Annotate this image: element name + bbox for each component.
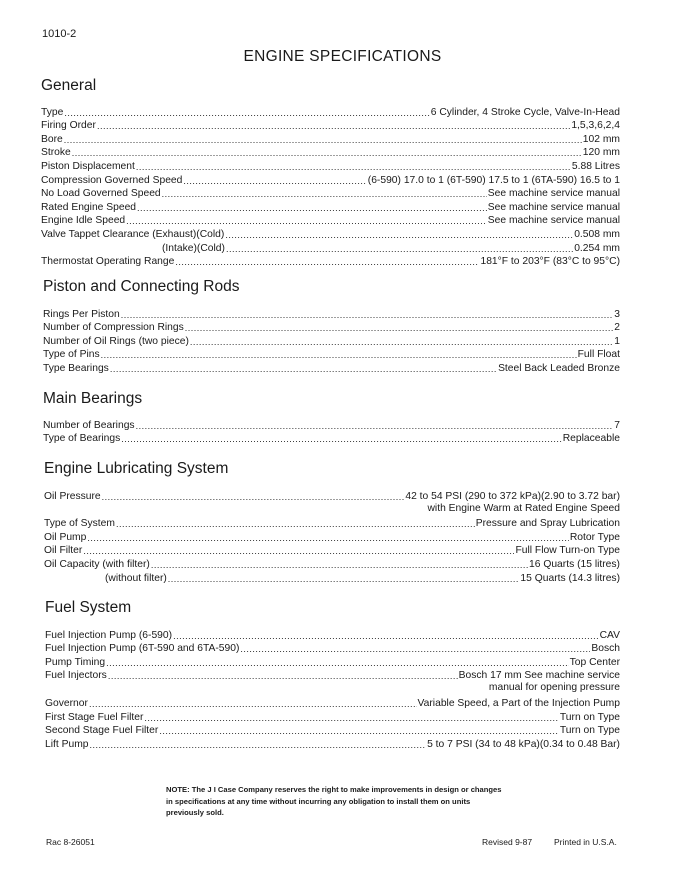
spec-value: 102 mm — [582, 133, 620, 145]
section-heading-general: General — [41, 77, 97, 94]
spec-row — [41, 146, 620, 160]
spec-row — [45, 642, 620, 656]
spec-value: 1 — [614, 335, 620, 347]
spec-value: Bosch 17 mm See machine service — [458, 670, 620, 682]
spec-row — [41, 214, 620, 228]
dot-leader — [144, 712, 558, 724]
spec-value: Bosch — [591, 643, 620, 655]
spec-row — [43, 432, 620, 446]
spec-value: 6 Cylinder, 4 Stroke Cycle, Valve-In-Head — [430, 106, 620, 118]
spec-row — [41, 173, 620, 187]
dot-leader — [136, 161, 571, 173]
section-heading-piston: Piston and Connecting Rods — [43, 278, 240, 295]
dot-leader — [225, 229, 573, 241]
spec-value: Turn on Type — [559, 711, 620, 723]
spec-row — [45, 737, 620, 751]
spec-value: 3 — [614, 308, 620, 320]
spec-row — [41, 227, 620, 241]
spec-label: Oil Capacity (with filter) — [44, 558, 150, 570]
disclaimer-note — [166, 784, 506, 819]
spec-label: First Stage Fuel Filter — [45, 711, 144, 723]
spec-label: No Load Governed Speed — [41, 188, 161, 200]
spec-value: Full Float — [577, 349, 620, 361]
spec-label: Number of Compression Rings — [43, 322, 184, 334]
spec-label: Firing Order — [41, 120, 96, 132]
spec-value: 42 to 54 PSI (290 to 372 kPa)(2.90 to 3.72 bar) — [405, 490, 620, 502]
spec-label: Rated Engine Speed — [41, 201, 137, 213]
spec-row — [45, 710, 620, 724]
spec-label: Engine Idle Speed — [41, 215, 126, 227]
dot-leader — [87, 532, 568, 544]
spec-row — [41, 105, 620, 119]
spec-row — [41, 241, 620, 255]
dot-leader — [226, 243, 573, 255]
dot-leader — [162, 188, 487, 200]
note-text: The J I Case Company reserves the right to make improvements in design or changes in specifications at any time without incurring any obligation to install them on units previously sold. — [166, 785, 502, 818]
spec-value: Pressure and Spray Lubrication — [475, 518, 620, 530]
dot-leader — [72, 147, 582, 159]
spec-value: 181°F to 203°F (83°C to 95°C) — [480, 256, 620, 268]
dot-leader — [190, 336, 613, 348]
spec-label: Fuel Injectors — [45, 670, 107, 682]
spec-value: 16 Quarts (15 litres) — [529, 558, 620, 570]
dot-leader — [121, 433, 561, 445]
spec-value: See machine service manual — [487, 188, 620, 200]
dot-leader — [90, 739, 427, 751]
spec-row — [41, 159, 620, 173]
spec-label: Pump Timing — [45, 656, 106, 668]
spec-label: Oil Filter — [44, 545, 83, 557]
spec-label: Compression Governed Speed — [41, 174, 183, 186]
spec-label: (without filter) — [105, 572, 167, 584]
dot-leader — [102, 491, 405, 503]
dot-leader — [126, 215, 487, 227]
spec-row — [43, 321, 620, 335]
spec-row — [43, 418, 620, 432]
fuel-spec-list — [45, 628, 620, 751]
dot-leader — [183, 175, 366, 187]
spec-row — [43, 348, 620, 362]
spec-value: 0.508 mm — [574, 228, 620, 240]
spec-label: Number of Bearings — [43, 419, 135, 431]
spec-label: Bore — [41, 133, 63, 145]
spec-label: Oil Pressure — [44, 490, 101, 502]
spec-row — [44, 489, 620, 503]
spec-value: Turn on Type — [559, 725, 620, 737]
spec-row — [45, 724, 620, 738]
spec-row — [41, 119, 620, 133]
spec-value: Rotor Type — [569, 531, 620, 543]
spec-label: (Intake)(Cold) — [162, 242, 225, 254]
spec-label: Rings Per Piston — [43, 308, 120, 320]
dot-leader — [89, 698, 417, 710]
spec-label: Fuel Injection Pump (6-590) — [45, 629, 173, 641]
spec-value: Steel Back Leaded Bronze — [498, 362, 620, 374]
dot-leader — [101, 349, 577, 361]
note-prefix: NOTE: — [166, 785, 190, 794]
spec-value: 0.254 mm — [574, 242, 620, 254]
spec-row — [43, 307, 620, 321]
spec-row — [44, 517, 620, 531]
spec-value: Replaceable — [562, 433, 620, 445]
section-heading-main-bearings: Main Bearings — [43, 390, 143, 407]
spec-row — [45, 628, 620, 642]
spec-value: Full Flow Turn-on Type — [515, 545, 620, 557]
general-spec-list — [41, 105, 620, 268]
dot-leader — [136, 420, 614, 432]
spec-row — [44, 571, 620, 585]
spec-value: (6-590) 17.0 to 1 (6T-590) 17.5 to 1 (6TA-590) 16.5 to 1 — [367, 174, 620, 186]
spec-row — [41, 200, 620, 214]
main-bearings-spec-list — [43, 418, 620, 445]
spec-label: Stroke — [41, 147, 71, 159]
dot-leader — [175, 256, 479, 268]
spec-label: Type — [41, 106, 64, 118]
spec-value: 5 to 7 PSI (34 to 48 kPa)(0.34 to 0.48 Bar) — [427, 738, 620, 750]
spec-value: 15 Quarts (14.3 litres) — [520, 572, 620, 584]
dot-leader — [121, 309, 614, 321]
dot-leader — [240, 643, 590, 655]
spec-row — [41, 132, 620, 146]
spec-value: 120 mm — [582, 147, 620, 159]
piston-spec-list — [43, 307, 620, 375]
dot-leader — [151, 559, 528, 571]
footer-part-number: Rac 8-26051 — [46, 837, 95, 847]
spec-value-continuation: manual for opening pressure — [488, 682, 620, 694]
spec-value: 5.88 Litres — [571, 160, 620, 172]
section-heading-fuel: Fuel System — [45, 599, 132, 616]
dot-leader — [108, 670, 458, 682]
spec-row — [45, 669, 620, 683]
spec-label: Second Stage Fuel Filter — [45, 725, 159, 737]
spec-label: Governor — [45, 697, 88, 709]
spec-label: Oil Pump — [44, 531, 87, 543]
dot-leader — [137, 202, 487, 214]
lubrication-spec-list — [44, 489, 620, 585]
dot-leader — [110, 363, 497, 375]
spec-value: See machine service manual — [487, 215, 620, 227]
dot-leader — [97, 120, 570, 132]
spec-label: Lift Pump — [45, 738, 89, 750]
footer-printed: Printed in U.S.A. — [554, 837, 617, 847]
section-heading-lubrication: Engine Lubricating System — [44, 460, 229, 477]
dot-leader — [64, 134, 582, 146]
spec-label: Valve Tappet Clearance (Exhaust)(Cold) — [41, 228, 225, 240]
dot-leader — [106, 657, 569, 669]
spec-value: See machine service manual — [487, 201, 620, 213]
dot-leader — [64, 107, 429, 119]
page-number: 1010-2 — [42, 28, 77, 40]
dot-leader — [83, 545, 514, 557]
spec-label: Fuel Injection Pump (6T-590 and 6TA-590) — [45, 643, 240, 655]
spec-row — [41, 255, 620, 269]
dot-leader — [159, 725, 559, 737]
dot-leader — [116, 518, 475, 530]
spec-row — [41, 187, 620, 201]
spec-value-continuation: with Engine Warm at Rated Engine Speed — [427, 502, 620, 514]
spec-value: Top Center — [569, 656, 620, 668]
spec-value: 2 — [614, 322, 620, 334]
spec-value: CAV — [599, 629, 620, 641]
spec-label: Type of Pins — [43, 349, 100, 361]
spec-row — [45, 696, 620, 710]
footer-revised: Revised 9-87 — [482, 837, 533, 847]
spec-row — [44, 557, 620, 571]
page-title: ENGINE SPECIFICATIONS — [243, 48, 442, 65]
dot-leader — [173, 630, 599, 642]
spec-label: Piston Displacement — [41, 160, 135, 172]
spec-value: 1,5,3,6,2,4 — [571, 120, 620, 132]
spec-label: Type of System — [44, 518, 115, 530]
spec-label: Type Bearings — [43, 362, 109, 374]
spec-label: Thermostat Operating Range — [41, 256, 175, 268]
spec-label: Number of Oil Rings (two piece) — [43, 335, 189, 347]
spec-value: 7 — [614, 419, 620, 431]
spec-row — [45, 655, 620, 669]
spec-row — [44, 544, 620, 558]
spec-value: Variable Speed, a Part of the Injection Pump — [417, 697, 620, 709]
spec-row — [43, 361, 620, 375]
dot-leader — [185, 322, 613, 334]
dot-leader — [168, 573, 520, 585]
spec-row — [43, 334, 620, 348]
spec-row — [44, 530, 620, 544]
spec-label: Type of Bearings — [43, 433, 121, 445]
